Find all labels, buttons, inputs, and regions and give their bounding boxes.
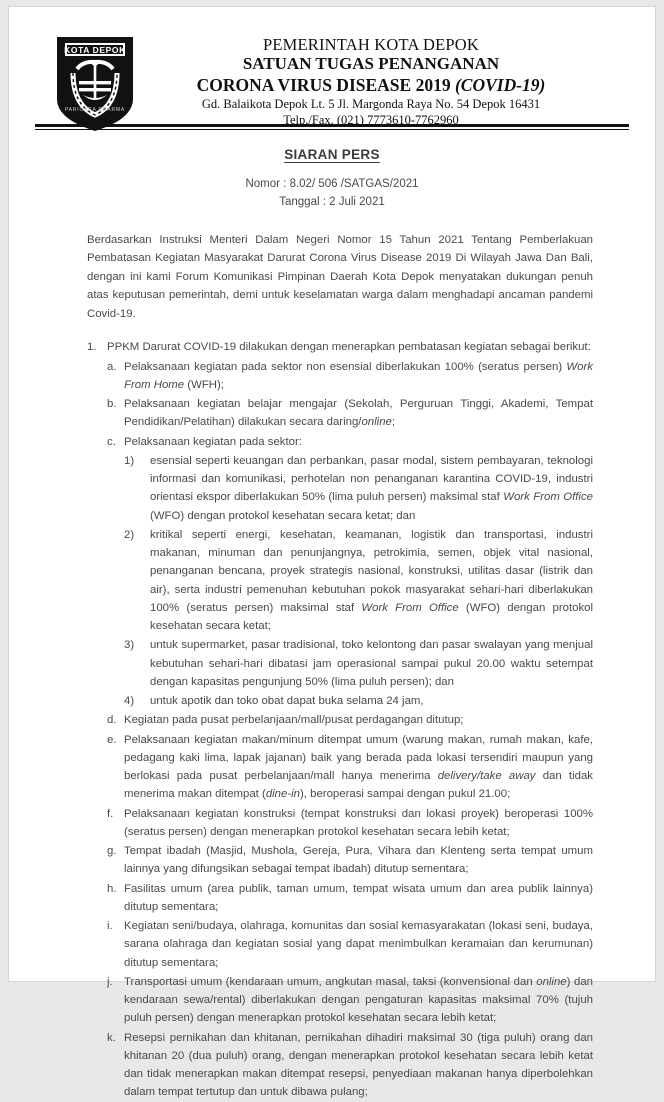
sub-clause-text xyxy=(124,917,593,972)
numbered-sub-clause-marker: 3) xyxy=(124,639,135,652)
emphasis-term: Work From Office xyxy=(503,491,593,504)
sub-clause-marker: i. xyxy=(107,920,113,933)
sub-clause-marker: g. xyxy=(107,845,117,858)
document-number: Nomor : 8.02/ 506 /SATGAS/2021 xyxy=(245,178,419,191)
clause-1-marker: 1. xyxy=(87,341,97,354)
sub-clause-text xyxy=(124,805,593,842)
sub-clause-marker: d. xyxy=(107,714,117,727)
text-run: Pelaksanaan kegiatan konstruksi (tempat konstruksi dan lokasi proyek) beroperasi 100% (seratus persen) dengan menerapkan protokol kesehatan secara lebih ketat; xyxy=(124,807,593,838)
text-run: Pelaksanaan kegiatan pada sektor non esensial diberlakukan 100% (seratus persen) xyxy=(124,360,567,373)
text-run: ; xyxy=(391,416,396,429)
sub-clause-item xyxy=(107,917,593,972)
emphasis-term: online xyxy=(361,416,392,429)
sub-clause-marker: a. xyxy=(107,360,117,373)
title-block xyxy=(9,147,655,212)
letterhead-line-3-italic: (COVID-19) xyxy=(454,74,546,95)
sub-clause-marker: h. xyxy=(107,882,117,895)
text-run: esensial seperti keuangan dan perbankan, pasar modal, sistem pembayaran, teknologi informasi dan komunikasi, perhotelan non penanganan karantina COVID-19, industri orientasi ekspor diberlakukan 50% (lima puluh persen) maksimal staf xyxy=(150,454,593,504)
sub-clause-text xyxy=(124,711,593,729)
document-page xyxy=(8,6,656,1099)
svg-text:KOTA DEPOK: KOTA DEPOK xyxy=(64,45,126,55)
letterhead-phone: Telp./Fax. (021) 7773610-7762960 xyxy=(283,113,459,128)
sub-clause-text xyxy=(124,842,593,879)
sub-clause-marker: c. xyxy=(107,435,116,448)
sub-clause-marker: k. xyxy=(107,1031,116,1044)
sub-clause-marker: j. xyxy=(107,975,113,988)
sub-clause-marker: b. xyxy=(107,398,117,411)
document-date: Tanggal : 2 Juli 2021 xyxy=(279,196,385,209)
page-title: SIARAN PERS xyxy=(284,147,380,163)
text-run: Kegiatan seni/budaya, olahraga, komunitas dan sosial kemasyarakatan (lokasi seni, budaya, sarana olahraga dan kegiatan sosial yang dapat menimbulkan keramaian dan kerumunan) ditutup sementara; xyxy=(124,920,593,969)
numbered-sub-clause-marker: 1) xyxy=(124,454,135,467)
sub-clause-item xyxy=(107,880,593,917)
letterhead-line-3 xyxy=(113,75,629,96)
svg-text:PARICARA DHARMA: PARICARA DHARMA xyxy=(65,107,125,113)
text-run: (WFO) dengan protokol kesehatan secara ketat; dan xyxy=(150,509,416,522)
text-run: Transportasi umum (kendaraan umum, angkutan masal, taksi (konvensional dan xyxy=(124,975,537,988)
numbered-sub-clause-item xyxy=(124,692,593,710)
sub-clause-item xyxy=(107,842,593,879)
text-run: untuk apotik dan toko obat dapat buka selama 24 jam, xyxy=(150,695,424,708)
emphasis-term: delivery/take away xyxy=(437,770,536,783)
letterhead xyxy=(9,7,655,128)
emphasis-term: dine-in xyxy=(265,788,301,801)
numbered-sub-clause-text xyxy=(150,452,593,525)
numbered-sub-clause-text xyxy=(150,692,593,710)
text-run: Pelaksanaan kegiatan belajar mengajar (Sekolah, Perguruan Tinggi, Akademi, Tempat Pendidikan/Pelatihan) dilakukan secara daring/ xyxy=(124,398,593,429)
sub-clause-text xyxy=(124,731,593,804)
clause-1-text: PPKM Darurat COVID-19 dilakukan dengan menerapkan pembatasan kegiatan sebagai berikut: xyxy=(107,341,591,354)
sub-clause-item xyxy=(107,731,593,804)
document-body xyxy=(9,231,655,1102)
text-run: Pelaksanaan kegiatan makan/minum ditempat umum (warung makan, rumah makan, kafe, pedagang kaki lima, lapak jajanan) baik yang berada pada lokasi tersendiri maupun yang berlokasi pada pusat perbelanjaan/mall hanya menerima xyxy=(124,733,593,783)
sub-clause-text xyxy=(124,880,593,917)
numbered-sub-clause-item xyxy=(124,452,593,525)
clause-1 xyxy=(87,338,593,1101)
letterhead-line-3-main: CORONA VIRUS DISEASE 2019 xyxy=(196,74,451,95)
depok-city-crest-icon xyxy=(53,33,137,133)
clause-1-numbered-sublist xyxy=(124,452,593,711)
sub-clause-text xyxy=(124,395,593,432)
letterhead-line-2: SATUAN TUGAS PENANGANAN xyxy=(242,54,500,74)
text-run: Tempat ibadah (Masjid, Mushola, Gereja, Pura, Vihara dan Klenteng serta tempat umum lainnya yang difungsikan sebagai tempat ibadah) ditutup sementara; xyxy=(124,845,593,876)
sub-clause-item xyxy=(107,358,593,395)
sub-clause-item xyxy=(107,805,593,842)
text-run: dan tidak menerima makan ditempat ( xyxy=(124,770,593,801)
numbered-sub-clause-item xyxy=(124,526,593,636)
text-run: Fasilitas umum (area publik, taman umum, tempat wisata umum dan area publik lainnya) ditutup sementara; xyxy=(124,882,593,913)
letterhead-text xyxy=(113,29,629,129)
text-run: Pelaksanaan kegiatan pada sektor: xyxy=(124,435,302,448)
text-run: (WFH); xyxy=(184,378,224,391)
text-run: ) dan kendaraan sewa/rental) diberlakukan dengan pengaturan kapasitas maksimal 70% (tujuh puluh persen) dengan menerapkan protokol kesehatan secara lebih ketat; xyxy=(124,975,594,1025)
numbered-sub-clause-item xyxy=(124,636,593,691)
sub-clause-text xyxy=(124,358,593,395)
clause-1-sublist-cont xyxy=(107,711,593,1101)
text-run: (WFO) dengan protokol kesehatan secara ketat; xyxy=(150,601,594,633)
text-run: Kegiatan pada pusat perbelanjaan/mall/pusat perdagangan ditutup; xyxy=(124,714,464,727)
text-run: ), beroperasi sampai dengan pukul 21.00; xyxy=(300,788,511,801)
text-run: Resepsi pernikahan dan khitanan, pernikahan dihadiri maksimal 30 (tiga puluh) orang dan khitanan 20 (dua puluh) orang, dengan menerapkan protokol kesehatan secara lebih ketat dan tidak menerapkan makan ditempat resepsi, penyediaan makanan hanya diperbolehkan dalam tempat tertutup dan untuk dibawa pulang; xyxy=(124,1031,593,1099)
emphasis-term: Work From Home xyxy=(124,360,593,391)
letterhead-address: Gd. Balaikota Depok Lt. 5 Jl. Margonda Raya No. 54 Depok 16431 xyxy=(201,97,541,112)
clause-1-sublist-abc xyxy=(107,358,593,451)
sub-clause-marker: f. xyxy=(107,807,114,820)
sub-clause-text xyxy=(124,433,593,451)
numbered-sub-clause-marker: 2) xyxy=(124,528,135,541)
numbered-sub-clause-marker: 4) xyxy=(124,695,135,708)
sub-clause-item xyxy=(107,973,593,1028)
sub-clause-item xyxy=(107,1029,593,1102)
sub-clause-item xyxy=(107,433,593,451)
numbered-sub-clause-text xyxy=(150,636,593,691)
sub-clause-item xyxy=(107,711,593,729)
emphasis-term: online xyxy=(536,975,567,988)
sub-clause-marker: e. xyxy=(107,733,117,746)
text-run: untuk supermarket, pasar tradisional, toko kelontong dan pasar swalayan yang menjual kebutuhan sehari-hari dibatasi jam operasional sampai pukul 20.00 waktu setempat dengan kapasitas pengunjung 50% (lima puluh persen); dan xyxy=(150,639,593,688)
opening-paragraph: Berdasarkan Instruksi Menteri Dalam Negeri Nomor 15 Tahun 2021 Tentang Pemberlakuan Pembatasan Kegiatan Masyarakat Darurat Corona Virus Disease 2019 Di Wilayah Jawa Dan Bali, dengan ini kami Forum Komunikasi Pimpinan Daerah Kota Depok menyatakan dukungan penuh atas keputusan pemerintah, demi untuk keselamatan warga dalam menghadapi ancaman pandemi Covid-19. xyxy=(87,234,593,320)
emphasis-term: Work From Office xyxy=(361,601,459,614)
clause-1-heading xyxy=(87,338,593,356)
sub-clause-item xyxy=(107,395,593,432)
sub-clause-text xyxy=(124,973,593,1028)
letterhead-line-1: PEMERINTAH KOTA DEPOK xyxy=(262,35,480,54)
numbered-sub-clause-text xyxy=(150,526,593,636)
sub-clause-text xyxy=(124,1029,593,1102)
text-run: kritikal seperti energi, kesehatan, keamanan, logistik dan transportasi, industri makanan, minuman dan penunjangnya, petrokimia, semen, objek vital nasional, penanganan bencana, proyek strategis nasional, konstruksi, utilitas dasar (listrik dan air), serta industri pemenuhan kebutuhan pokok masyarakat sehari-hari diberlakukan 100% (seratus persen) maksimal staf xyxy=(150,528,593,614)
